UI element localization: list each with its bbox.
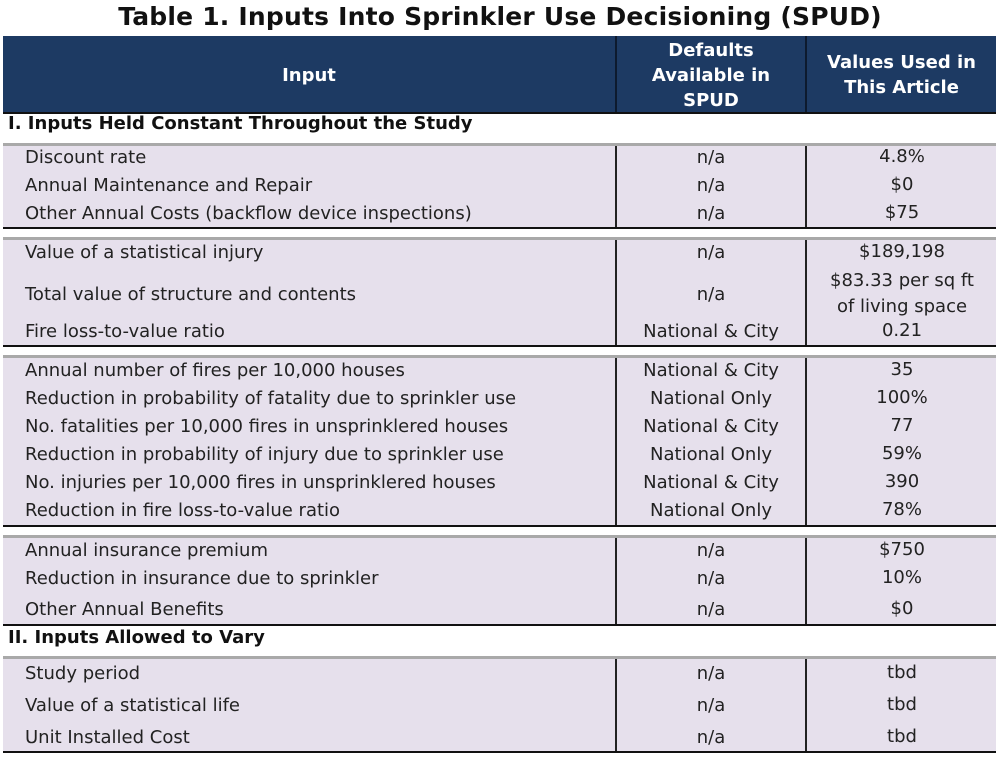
cell-input: Reduction in fire loss-to-value ratio	[25, 499, 341, 521]
cell-default: n/a	[696, 694, 726, 716]
cell-value: 390	[884, 471, 920, 492]
cell-input: Annual insurance premium	[25, 539, 268, 561]
column-divider	[805, 659, 807, 751]
column-divider	[805, 146, 807, 227]
table-title: Table 1. Inputs Into Sprinkler Use Decisioning (SPUD)	[118, 2, 882, 31]
cell-value: 4.8%	[879, 146, 925, 167]
cell-default: National & City	[643, 359, 779, 381]
cell-default: n/a	[696, 202, 726, 224]
cell-input: No. fatalities per 10,000 fires in unsprinklered houses	[25, 415, 509, 437]
cell-input: Total value of structure and contents	[25, 283, 357, 305]
cell-default: n/a	[696, 241, 726, 263]
cell-value: 77	[890, 415, 914, 436]
cell-input: Annual Maintenance and Repair	[25, 174, 313, 196]
cell-default: n/a	[696, 539, 726, 561]
section-title: II. Inputs Allowed to Vary	[8, 627, 265, 648]
cell-value: 10%	[881, 567, 922, 588]
cell-default: National & City	[643, 471, 779, 493]
column-header-values: Values Used in This Article	[827, 52, 976, 98]
column-divider	[615, 146, 617, 227]
cell-input: Other Annual Benefits	[25, 598, 224, 620]
cell-value: $75	[884, 202, 920, 223]
cell-value: $750	[879, 539, 925, 560]
cell-value: $189,198	[859, 241, 945, 262]
cell-default: National Only	[650, 387, 772, 409]
cell-input: Fire loss-to-value ratio	[25, 320, 225, 342]
cell-input: Reduction in insurance due to sprinkler	[25, 567, 379, 589]
cell-default: National & City	[643, 415, 779, 437]
column-divider	[805, 538, 807, 624]
cell-value: 35	[890, 359, 914, 380]
cell-value: $83.33 per sq ft of living space	[830, 270, 974, 317]
cell-default: n/a	[696, 146, 726, 168]
cell-default: n/a	[696, 726, 726, 748]
cell-default: National & City	[643, 320, 779, 342]
cell-value: 100%	[876, 387, 928, 408]
column-divider	[805, 358, 807, 525]
cell-value: 59%	[881, 443, 922, 464]
column-header-input: Input	[282, 64, 336, 86]
cell-input: Discount rate	[25, 146, 147, 168]
cell-default: National Only	[650, 443, 772, 465]
column-divider	[805, 240, 807, 345]
section-title: I. Inputs Held Constant Throughout the Study	[8, 113, 473, 134]
cell-input: Study period	[25, 662, 141, 684]
cell-value: 0.21	[881, 320, 923, 341]
cell-value: 78%	[881, 499, 922, 520]
cell-value: tbd	[887, 726, 917, 747]
column-divider	[615, 538, 617, 624]
cell-input: Other Annual Costs (backflow device inspections)	[25, 202, 472, 224]
column-divider	[615, 240, 617, 345]
cell-default: n/a	[696, 662, 726, 684]
column-divider	[615, 659, 617, 751]
cell-default: n/a	[696, 283, 726, 305]
cell-default: National Only	[650, 499, 772, 521]
cell-input: Unit Installed Cost	[25, 726, 190, 748]
cell-input: Value of a statistical injury	[25, 241, 264, 263]
cell-input: No. injuries per 10,000 fires in unsprinklered houses	[25, 471, 496, 493]
cell-input: Value of a statistical life	[25, 694, 240, 716]
cell-value: $0	[890, 598, 914, 619]
column-divider	[615, 358, 617, 525]
cell-input: Annual number of fires per 10,000 houses	[25, 359, 405, 381]
cell-default: n/a	[696, 174, 726, 196]
cell-value: tbd	[887, 694, 917, 715]
cell-default: n/a	[696, 598, 726, 620]
cell-value: $0	[890, 174, 914, 195]
cell-default: n/a	[696, 567, 726, 589]
cell-input: Reduction in probability of injury due to sprinkler use	[25, 443, 504, 465]
cell-value: tbd	[887, 662, 917, 683]
cell-input: Reduction in probability of fatality due to sprinkler use	[25, 387, 517, 409]
column-header-defaults: Defaults Available in SPUD	[651, 39, 771, 111]
